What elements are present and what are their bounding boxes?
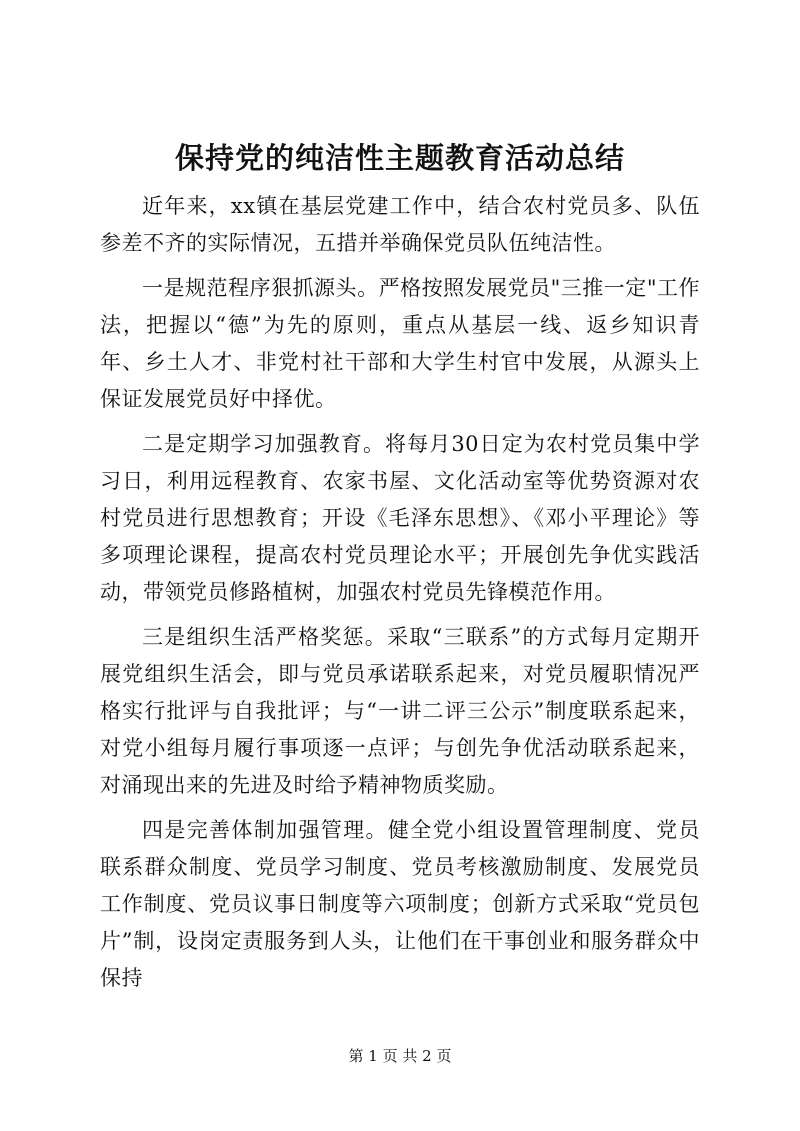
- paragraph-intro: 近年来，xx镇在基层党建工作中，结合农村党员多、队伍参差不齐的实际情况，五措并举确保党员队伍纯洁性。: [100, 194, 700, 255]
- document-body: [100, 188, 700, 1005]
- document-title: 保持党的纯洁性主题教育活动总结: [174, 141, 625, 175]
- paragraph-three: 三是组织生活严格奖惩。采取“三联系”的方式每月定期开展党组织生活会，即与党员承诺联系起来，对党员履职情况严格实行批评与自我批评；与“一讲二评三公示”制度联系起来，对党小组每月履行事项逐一点评；与创先争优活动联系起来，对涌现出来的先进及时给予精神物质奖励。: [100, 625, 700, 797]
- paragraph-two: 二是定期学习加强教育。将每月30日定为农村党员集中学习日，利用远程教育、农家书屋、文化活动室等优势资源对农村党员进行思想教育；开设《毛泽东思想》、《邓小平理论》等多项理论课程，提高农村党员理论水平；开展创先争优实践活动，带领党员修路植树，加强农村党员先锋模范作用。: [100, 432, 700, 604]
- paragraph-one: 一是规范程序狠抓源头。严格按照发展党员"三推一定"工作法，把握以“德”为先的原则，重点从基层一线、返乡知识青年、乡土人才、非党村社干部和大学生村官中发展，从源头上保证发展党员好中择优。: [100, 276, 700, 411]
- page-number-footer: 第 1 页 共 2 页: [348, 1047, 452, 1065]
- paragraph-four: 四是完善体制加强管理。健全党小组设置管理制度、党员联系群众制度、党员学习制度、党员考核激励制度、发展党员工作制度、党员议事日制度等六项制度；创新方式采取“党员包片”制，设岗定责服务到人头，让他们在干事创业和服务群众中保持: [100, 818, 700, 990]
